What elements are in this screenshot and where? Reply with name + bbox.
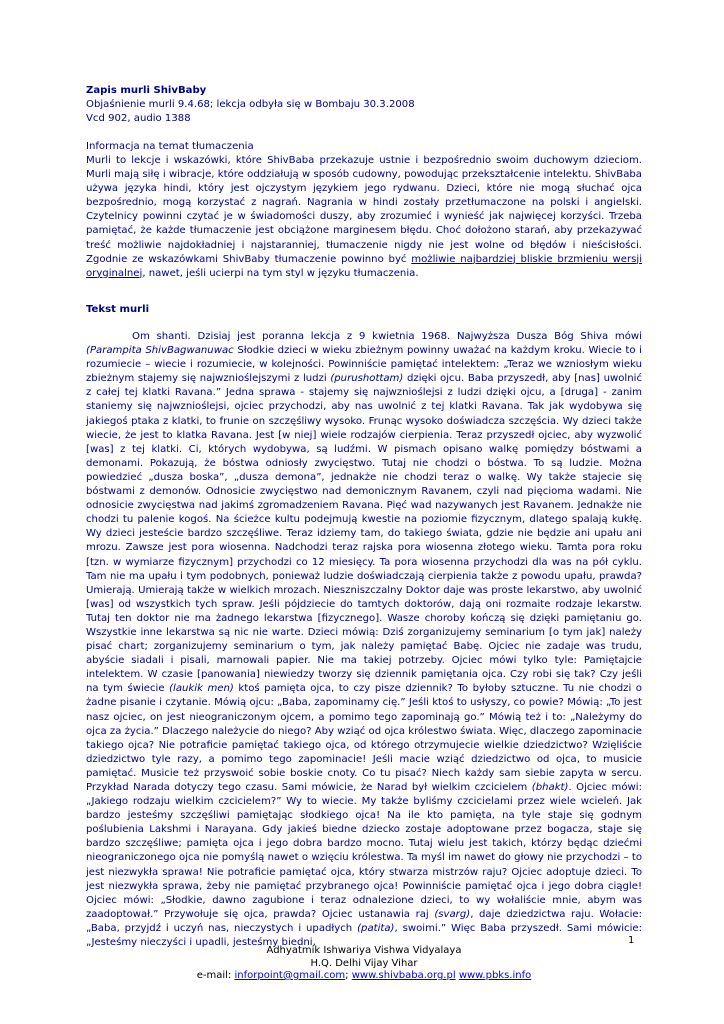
pbks-site-link[interactable]: www.pbks.info	[458, 970, 532, 981]
email-link[interactable]: inforpoint@gmail.com	[234, 970, 346, 981]
murli-text-heading: Tekst murli	[86, 304, 150, 315]
email-label: e-mail:	[196, 970, 235, 981]
info-text-end: , nawet, jeśli ucierpi na tym styl w języku tłumaczenia.	[142, 267, 419, 279]
footer-address: H.Q. Delhi Vijay Vihar	[310, 957, 418, 969]
murli-segment: , swoimi.” Więc Baba przyszedł. Sami mówicie: „Jesteśmy nieczyści i upadli, jesteśmy biedni,	[86, 922, 642, 949]
shivbaba-site-link[interactable]: www.shivbaba.org.pl	[351, 970, 456, 981]
vcd-audio-line: Vcd 902, audio 1388	[86, 113, 191, 124]
murli-italic: (bhakt)	[531, 782, 569, 793]
page-number: 1	[628, 935, 635, 946]
info-underlined-phrase: możliwie najbardziej bliskie brzmieniu wersji oryginalnej	[86, 253, 642, 279]
translation-info-paragraph	[86, 154, 642, 281]
document-title: Zapis murli ShivBaby	[86, 85, 207, 96]
murli-italic: (laukik men)	[169, 683, 234, 695]
murli-segment: , daje dziedzictwa raju. Wołacie: „Baba, przyjdź i uczyń nas, nieczystych i upadłych	[86, 908, 642, 934]
murli-segment: ktoś pamięta ojca, to czy pisze dziennik? To byłoby sztuczne. Tu nie chodzi o żadne pisanie i czytanie. Mówią ojcu: „Baba, zapominamy cię.” Jeśli ktoś to usłyszy, co powie? Mówią: „To jest nasz ojciec, on jest nieograniczonym ojcem, a pomimo tego zapominają go.” Mówią też i to: „Należymy do ojca za życia.” Dlaczego należycie do niego? Aby wziąć od ojca królestwo świata. Więc, dlaczego zapominacie takiego ojca? Nie potraficie pamiętać takiego ojca, od którego otrzymujecie wielkie dziedzictwo? Wzięliście dziedzictwo tyle razy, a pomimo tego zapominacie! Jeśli macie wziąć dziedzictwo od ojca, to musicie pamiętać. Musicie też przyswoić sobie boskie cnoty. Co tu pisać? Niech każdy sam siebie zapyta w sercu. Przykład Narada dotyczy tego czasu. Sami mówicie, że Narad był wielkim czcicielem	[86, 683, 642, 793]
murli-italic: (svarg)	[434, 908, 471, 920]
murli-segment: . Ojciec mówi: „Jakiego rodzaju wielkim czcicielem?” Wy to wiecie. My także byliśmy czcicielami przez wiele wcieleń. Jak bardzo jesteśmy szczęśliwi pamiętając słodkiego ojca! Na ile kto pamięta, na tyle staje się godnym poślubienia Lakshmi i Narayana. Gdy jakieś biedne dziecko zostaje adoptowane przez bogacza, staje się bardzo szczęśliwe; pamięta ojca i jego dobra bardzo mocno. Tutaj wielu jest takich, którzy będąc dziećmi nieograniczonego ojca nie pomyślą nawet o wzięciu królestwa. Ta myśl im nawet do głowy nie przychodzi – to jest niezwykła sprawa! Nie potraficie pamiętać ojca, który stwarza mistrzów raju? Ojciec adoptuje dzieci. To jest niezwykła sprawa, żeby nie pamiętać przybranego ojca! Powinniście pamiętać ojca i jego dobra ciągle! Ojciec mówi: „Słodkie, dawno zagubione i teraz odnalezione dzieci, to wy wołaliście mnie, abym was zaadoptował.” Przywołuje się ojca, prawda? Ojciec ustanawia raj	[86, 782, 642, 920]
murli-segment: dzięki ojcu. Baba przyszedł, aby [nas] uwolnić z całej tej klatki Ravana.” Jedna sprawa - stajemy się najwznioślejsi z ludzi dzięki ojcu, a [druga] - zanim staniemy się najwznioślejsi, ojciec przychodzi, aby nas uwolnić z tej klatki Ravana. Tak jak wydobywa się jakiegoś ptaka z klatki, to frunie on szczęśliwy wysoko. Frunąc wysoko doświadcza szczęścia. Wy dzieci także wiecie, że jest to klatka Ravana. Jest [w niej] wiele rodzajów cierpienia. Teraz przyszedł ojciec, aby wyzwolić [was] z tej klatki. Ci, których wydobywa, są ludźmi. W pismach opisano walkę pomiędzy bóstwami a demonami. Pokazują, że bóstwa odniosły zwycięstwo. Tutaj nie chodzi o bóstwa. To są ludzie. Można powiedzieć „dusza boska”, „dusza demona”, jednakże nie chodzi teraz o walkę. Wy także stajecie się bóstwami z demonów. Odnosicie zwycięstwo nad demonicznym Ravanem, czyli nad pięcioma wadami. Nie odnosicie zwycięstwa nad jakimś zgromadzeniem Ravana. Pięć wad nazywanych jest Ravanem. Jednakże nie chodzi tu palenie kogoś. Na ścieżce kultu podejmują kwestie na poziomie fizycznym, dlatego spalają kukłę. Wy dzieci jesteście bardzo szczęśliwe. Teraz idziemy tam, do takiego świata, gdzie nie będzie ani upału ani mrozu. Zawsze jest pora wiosenna. Nadchodzi teraz rajska pora wiosenna złotego wieku. Tamta pora roku [tzn. w wymiarze fizycznym] przychodzi co 12 miesięcy. Ta pora wiosenna przychodzi dla was na pół cyklu. Tam nie ma upału i tym podobnych, ponieważ ludzie doświadczają cierpienia także z powodu upału, prawda? Umierają. Umierają także w wielkich mrozach. Nieszniszczalny Doktor daje was proste lekarstwo, aby uwolnić [was] od wszystkich tych spraw. Jeśli pójdziecie do tamtych doktorów, dają oni rozmaite rodzaje lekarstw. Tutaj ten doktor nie ma żadnego lekarstwa [fizycznego]. Wasze choroby kończą się dzięki pamiętaniu go. Wszystkie inne lekarstwa są nic nie warte. Dzieci mówią: Dziś zorganizujemy seminarium [o tym jak] należy pisać chart; zorganizujemy seminarium o tym, jak należy pamiętać Babę. Ojciec nie zadaje was trudu, abyście siadali i pisali, marnowali papier. Nie ma takiej potrzeby. Ojciec mówi tylko tyle: Pamiętajcie intelektem. W czasie [panowania] niewiedzy tworzy się dziennik pamiętania ojca. Czy robi się tak? Czy jeśli na tym świecie	[86, 373, 642, 695]
translation-info-heading: Informacja na temat tłumaczenia	[86, 141, 254, 152]
info-text: Murli to lekcje i wskazówki, które ShivBaba przekazuje ustnie i bezpośrednio swoim duchowym dzieciom. Murli mają siłę i wibracje, które oddziałują w sposób cudowny, powodując przekształcenie intelektu. ShivBaba używa języka hindi, który jest ojczystym językiem jego rydwanu. Dzieci, które nie mogą słuchać ojca bezpośrednio, mogą korzystać z nagrań. Nagrania w hindi zostały przetłumaczone na polski i angielski. Czytelnicy powinni czytać je w świadomości duszy, aby zrozumieć i wynieść jak najwięcej korzyści. Trzeba pamiętać, że każde tłumaczenie jest obciążone marginesem błędu. Choć dołożono starań, aby przekazywać treść możliwie najdokładniej i najstaranniej, tłumaczenie nigdy nie jest wolne od błędów i nieścisłości. Zgodnie ze wskazówkami ShivBaby tłumaczenie powinno być	[86, 155, 642, 265]
footer-contact	[86, 970, 642, 983]
murli-italic: (purushottam)	[330, 373, 404, 385]
footer-separator: ;	[345, 970, 352, 981]
murli-segment: Słodkie dzieci w wieku zbieżnym powinny uważać na każdym kroku. Wiecie to i rozumiecie – wiecie i rozumiecie, w kolejności. Powinniście pamiętać intelektem: „Teraz we wzniosłym wieku zbieżnym stajemy się najwznioślejszymi z ludzi	[86, 345, 642, 385]
murli-segment: Om shanti. Dzisiaj jest poranna lekcja z 9 kwietnia 1968. Najwyższa Dusza Bóg Shiva mówi	[132, 331, 642, 342]
murli-text-paragraph	[86, 330, 642, 950]
murli-explanation-line: Objaśnienie murli 9.4.68; lekcja odbyła się w Bombaju 30.3.2008	[86, 99, 415, 110]
murli-italic: (Parampita ShivBagwanuwac	[86, 345, 234, 357]
page-footer	[86, 945, 642, 983]
murli-italic: (patita)	[357, 922, 395, 934]
footer-org: Adhyatmik Ishwariya Vishwa Vidyalaya	[266, 945, 462, 956]
